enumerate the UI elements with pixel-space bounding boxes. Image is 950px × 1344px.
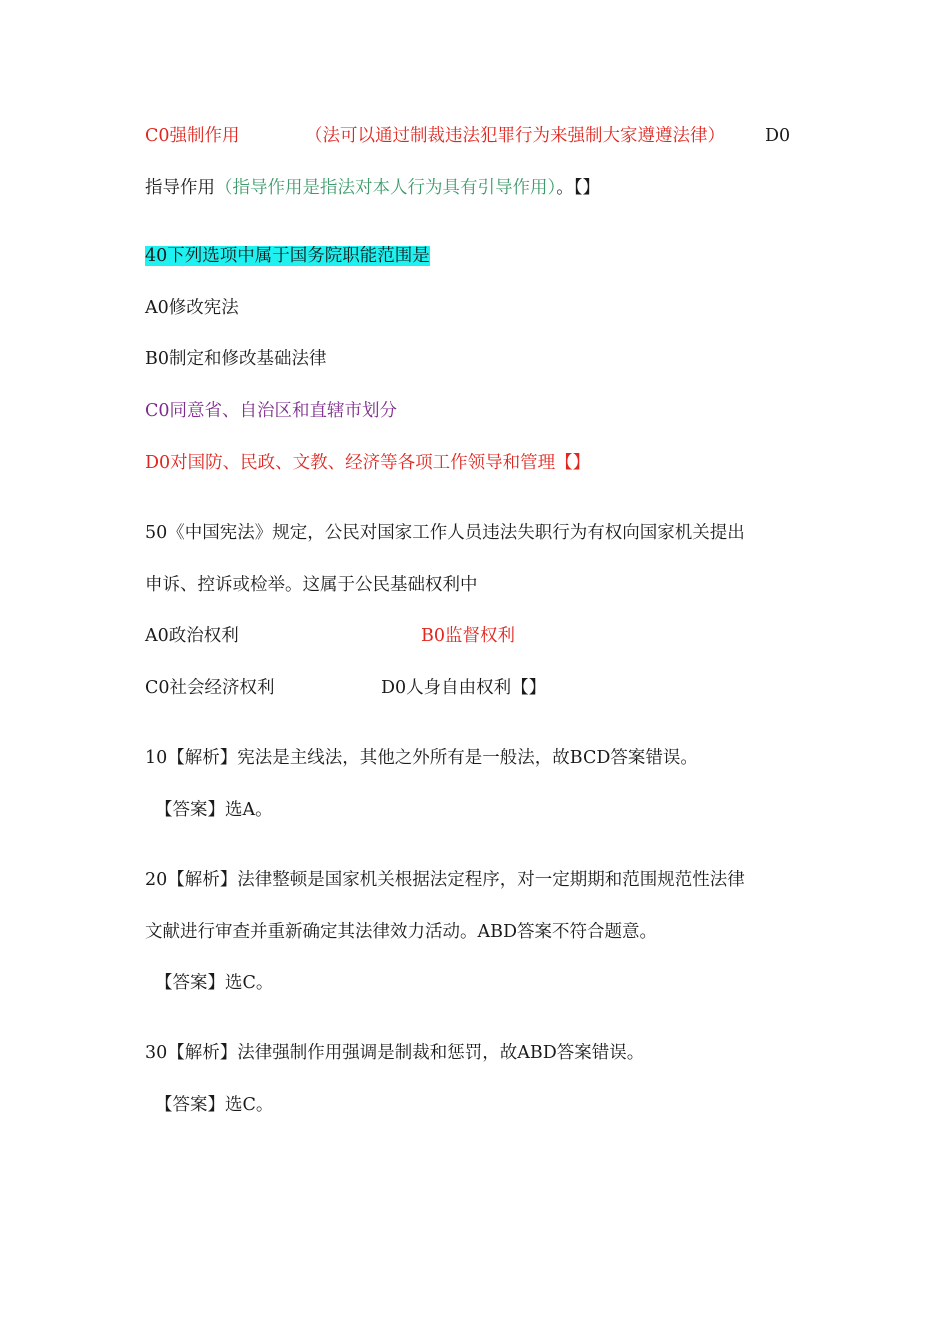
- q3-option-d-explanation: （指导作用是指法对本人行为具有引导作用）: [215, 178, 557, 198]
- q4-option-c: C0同意省、自治区和直辖市划分: [145, 401, 398, 421]
- q5-question-line2: 申诉、控诉或检举。这属于公民基础权利中: [145, 575, 478, 595]
- answer-1-answer: 【答案】选A。: [155, 800, 273, 820]
- q4-question-text: 40下列选项中属于国务院职能范围是: [145, 246, 430, 266]
- q5-option-b: B0监督权利: [421, 626, 515, 646]
- q5-option-c: C0社会经济权利: [145, 678, 275, 698]
- q5-option-d: D0人身自由权利【】: [381, 678, 547, 698]
- q4-option-d: D0对国防、民政、文教、经济等各项工作领导和管理【】: [145, 453, 591, 473]
- answer-1-analysis: 10【解析】宪法是主线法，其他之外所有是一般法，故BCD答案错误。: [145, 748, 698, 768]
- q4-option-a: A0修改宪法: [145, 298, 239, 318]
- q3-option-c: C0强制作用: [145, 126, 240, 146]
- q3-line2: [145, 176, 600, 200]
- answer-3-answer: 【答案】选C。: [155, 1095, 274, 1115]
- q3-answer-bracket: 。【】: [556, 178, 600, 198]
- answer-3-analysis: 30【解析】法律强制作用强调是制裁和惩罚，故ABD答案错误。: [145, 1043, 645, 1063]
- q4-option-b: B0制定和修改基础法律: [145, 349, 327, 369]
- q5-option-a: A0政治权利: [145, 626, 239, 646]
- q5-question-line1: 50《中国宪法》规定，公民对国家工作人员违法失职行为有权向国家机关提出: [145, 523, 745, 543]
- answer-2-answer: 【答案】选C。: [155, 973, 274, 993]
- q4-question: [145, 244, 430, 268]
- q3-option-d-label: 指导作用: [145, 178, 215, 198]
- answer-2-analysis-line1: 20【解析】法律整顿是国家机关根据法定程序，对一定期期和范围规范性法律: [145, 870, 745, 890]
- q3-option-c-explanation: （法可以通过制裁违法犯罪行为来强制大家遵遵法律）: [305, 126, 725, 146]
- q3-line1: [145, 124, 240, 148]
- answer-2-analysis-line2: 文献进行审查并重新确定其法律效力活动。ABD答案不符合题意。: [145, 922, 658, 942]
- q3-option-d-prefix: D0: [765, 126, 791, 146]
